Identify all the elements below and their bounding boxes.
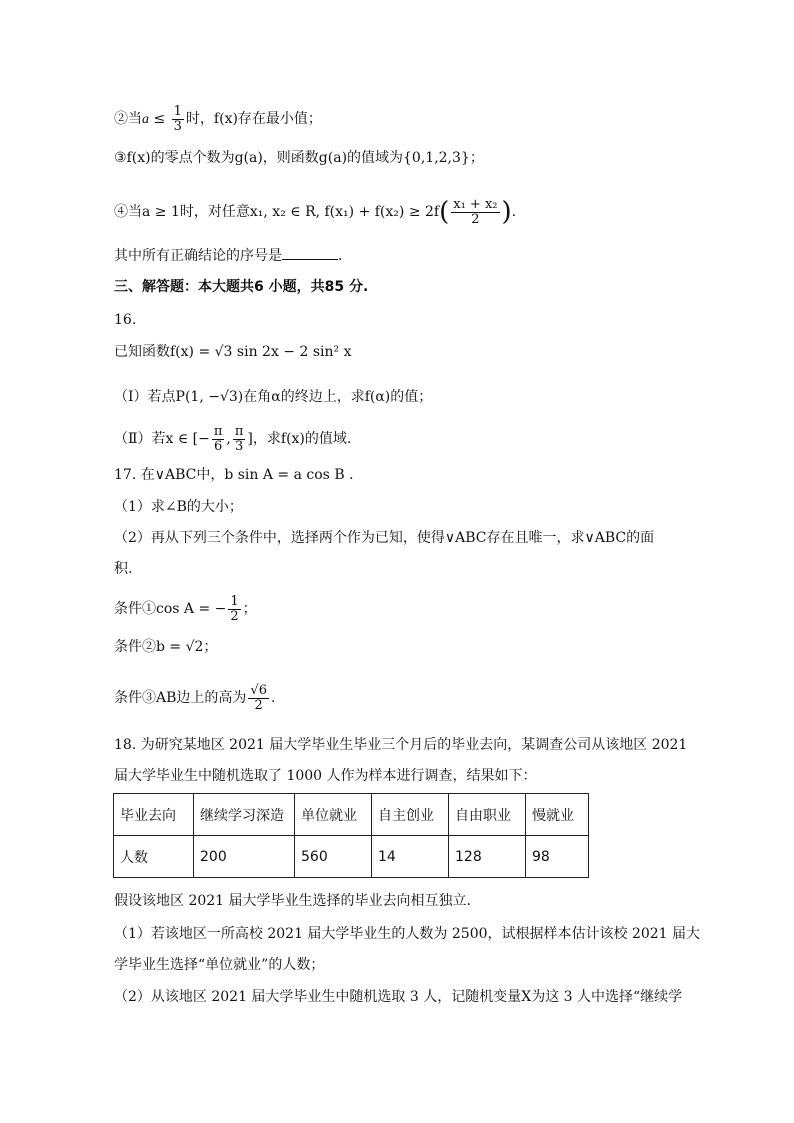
q16-part2: （Ⅱ）若x ∈ [− $\frac{\pi}{6}$ , $\frac{\pi}{3}$ ]，求f(x)的值域.	[114, 424, 352, 454]
item-3-text: f(x)的零点个数为g(a)，则函数g(a)的值域为{0,1,2,3}；	[126, 150, 484, 166]
fraction-one-half: $\frac{1}{2}$	[230, 594, 239, 624]
table-cell: 毕业去向	[114, 794, 194, 836]
table-cell: 98	[526, 836, 589, 878]
table-cell: 560	[295, 836, 372, 878]
table-cell: 自主创业	[372, 794, 449, 836]
q18-assumption: 假设该地区 2021 届大学毕业生选择的毕业去向相互独立．	[114, 893, 481, 909]
item-2-marker: ②	[114, 111, 128, 128]
q18-part1-line2: 学毕业生选择“单位就业”的人数；	[114, 957, 325, 973]
q17-condition-2: 条件②b = √2；	[114, 639, 218, 655]
answer-blank	[282, 245, 338, 260]
item-4-lead: 当a ≥ 1时，对任意x₁, x₂ ∈ R, f(x₁) + f(x₂) ≥ 2f	[128, 204, 440, 221]
q16-part1: （Ⅰ）若点P(1, −√3)在角α的终边上，求f(α)的值；	[114, 389, 433, 405]
q16-number: 16.	[114, 312, 137, 328]
q17-part2-line2: 积.	[114, 561, 133, 577]
fraction-midpoint: $\frac{\text{x₁ + x₂}}{2}$	[453, 197, 498, 227]
item-4: ④当a ≥ 1时，对任意x₁, x₂ ∈ R, f(x₁) + f(x₂) ≥ 2f( $\frac{\text{x₁ + x₂}}{2}$ ).	[114, 197, 517, 228]
table-cell: 14	[372, 836, 449, 878]
section-header: 三、解答题：本大题共6 小题，共85 分.	[114, 279, 369, 295]
q18-part2: （2）从该地区 2021 届大学毕业生中随机选取 3 人，记随机变量X为这 3 人中选择“继续学	[114, 989, 683, 1005]
table-cell: 继续学习深造	[194, 794, 295, 836]
q17-condition-3: 条件③AB边上的高为 $\frac{√6}{2}$ .	[114, 683, 276, 713]
item-2-lead: 当	[128, 111, 142, 128]
table-cell: 128	[449, 836, 526, 878]
table-cell: 自由职业	[449, 794, 526, 836]
item-3	[114, 148, 484, 168]
table-header-row	[114, 794, 589, 836]
item-4-tail: .	[511, 204, 517, 221]
fraction-one-third: $\frac{1}{3}$	[173, 104, 182, 134]
table-cell: 单位就业	[295, 794, 372, 836]
table-cell: 人数	[114, 836, 194, 878]
q18-stem-line2: 届大学毕业生中随机选取了 1000 人作为样本进行调查，结果如下：	[114, 768, 537, 784]
table-cell: 慢就业	[526, 794, 589, 836]
q17-part2-line1: （2）再从下列三个条件中，选择两个作为已知，使得∨ABC存在且唯一，求∨ABC的面	[114, 530, 655, 546]
q18-stem-line1: 18. 为研究某地区 2021 届大学毕业生毕业三个月后的毕业去向，某调查公司从该地区 2021	[114, 737, 688, 753]
item-3-marker: ③	[114, 150, 127, 166]
item-2-tail: 时，f(x)存在最小值；	[185, 111, 322, 128]
q18-part1-line1: （1）若该地区一所高校 2021 届大学毕业生的人数为 2500，试根据样本估计该校 2021 届大	[114, 926, 701, 942]
fill-blank-prompt: 其中所有正确结论的序号是 ．	[114, 245, 352, 266]
fraction-pi-3: $\frac{\pi}{3}$	[234, 424, 244, 454]
destination-table	[113, 793, 589, 878]
fraction-root6-over-2: $\frac{√6}{2}$	[250, 683, 267, 713]
q17-part1: （1）求∠B的大小；	[114, 499, 243, 515]
fraction-pi-6: $\frac{\pi}{6}$	[213, 424, 223, 454]
q17-condition-1: 条件①cos A = − $\frac{1}{2}$ ；	[114, 594, 257, 624]
q16-stem: 已知函数f(x) = √3 sin 2x − 2 sin² x	[114, 344, 352, 360]
item-2: ②当a ≤ $\frac{1}{3}$ 时，f(x)存在最小值；	[114, 104, 322, 134]
q17-stem: 17. 在∨ABC中，b sin A = a cos B .	[114, 467, 354, 483]
table-row	[114, 836, 589, 878]
item-4-marker: ④	[114, 204, 128, 221]
table-cell: 200	[194, 836, 295, 878]
